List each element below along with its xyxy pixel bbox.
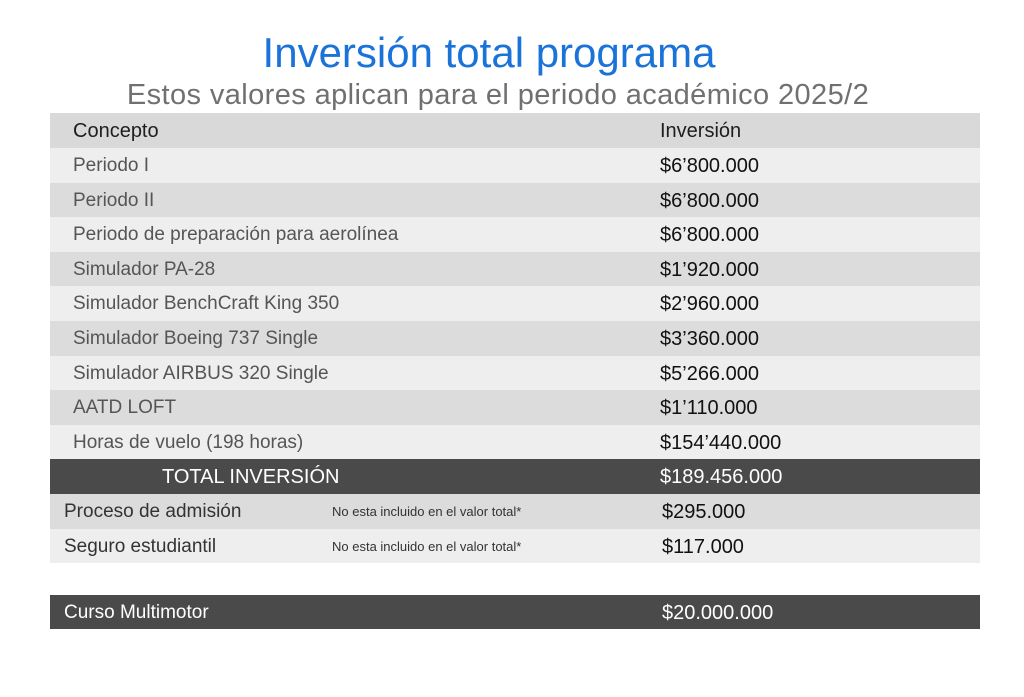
total-row	[50, 459, 980, 494]
row-concept: Periodo II	[73, 189, 155, 211]
multimotor-label: Curso Multimotor	[64, 602, 209, 623]
row-concept: Simulador AIRBUS 320 Single	[73, 362, 329, 384]
total-value: $189.456.000	[660, 466, 783, 489]
column-header-investment: Inversión	[660, 120, 742, 142]
extra-concept: Seguro estudiantil	[64, 535, 217, 557]
row-value: $6’800.000	[660, 155, 759, 177]
row-value: $154’440.000	[660, 431, 782, 454]
page-subtitle: Estos valores aplican para el periodo académico 2025/2	[126, 79, 870, 111]
column-header-concept: Concepto	[73, 120, 159, 142]
row-value: $1’920.000	[660, 258, 759, 281]
total-label: TOTAL INVERSIÓN	[162, 466, 340, 489]
row-concept: Periodo de preparación para aerolínea	[73, 224, 399, 246]
table-row	[50, 494, 980, 529]
row-concept: Periodo I	[73, 155, 150, 176]
row-concept: Horas de vuelo (198 horas)	[73, 431, 304, 453]
table-header-row	[50, 113, 980, 148]
investment-table	[50, 113, 980, 563]
table-row	[50, 183, 980, 218]
row-value: $3’360.000	[660, 327, 759, 350]
row-value: $5’266.000	[660, 362, 759, 385]
extra-value: $117.000	[662, 535, 744, 558]
page-title: Inversión total programa	[262, 29, 716, 76]
table-row	[50, 425, 980, 460]
extra-concept: Proceso de admisión	[64, 500, 242, 522]
row-concept: Simulador BenchCraft King 350	[73, 293, 340, 315]
table-row	[50, 286, 980, 321]
multimotor-row	[50, 595, 980, 629]
row-value: $6’800.000	[660, 224, 759, 247]
row-value: $2’960.000	[660, 293, 759, 316]
row-concept: Simulador PA-28	[73, 258, 216, 280]
multimotor-value: $20.000.000	[662, 602, 774, 624]
row-value: $6’800.000	[660, 189, 759, 212]
row-value: $1’110.000	[660, 397, 758, 420]
table-row	[50, 356, 980, 391]
table-row	[50, 148, 980, 183]
extra-note: No esta incluido en el valor total*	[332, 503, 522, 519]
extra-value: $295.000	[662, 500, 746, 523]
row-concept: Simulador Boeing 737 Single	[73, 327, 319, 349]
table-row	[50, 217, 980, 252]
extra-note: No esta incluido en el valor total*	[332, 538, 522, 554]
table-row	[50, 529, 980, 564]
table-row	[50, 252, 980, 287]
table-row	[50, 321, 980, 356]
row-concept: AATD LOFT	[73, 397, 177, 419]
table-row	[50, 390, 980, 425]
